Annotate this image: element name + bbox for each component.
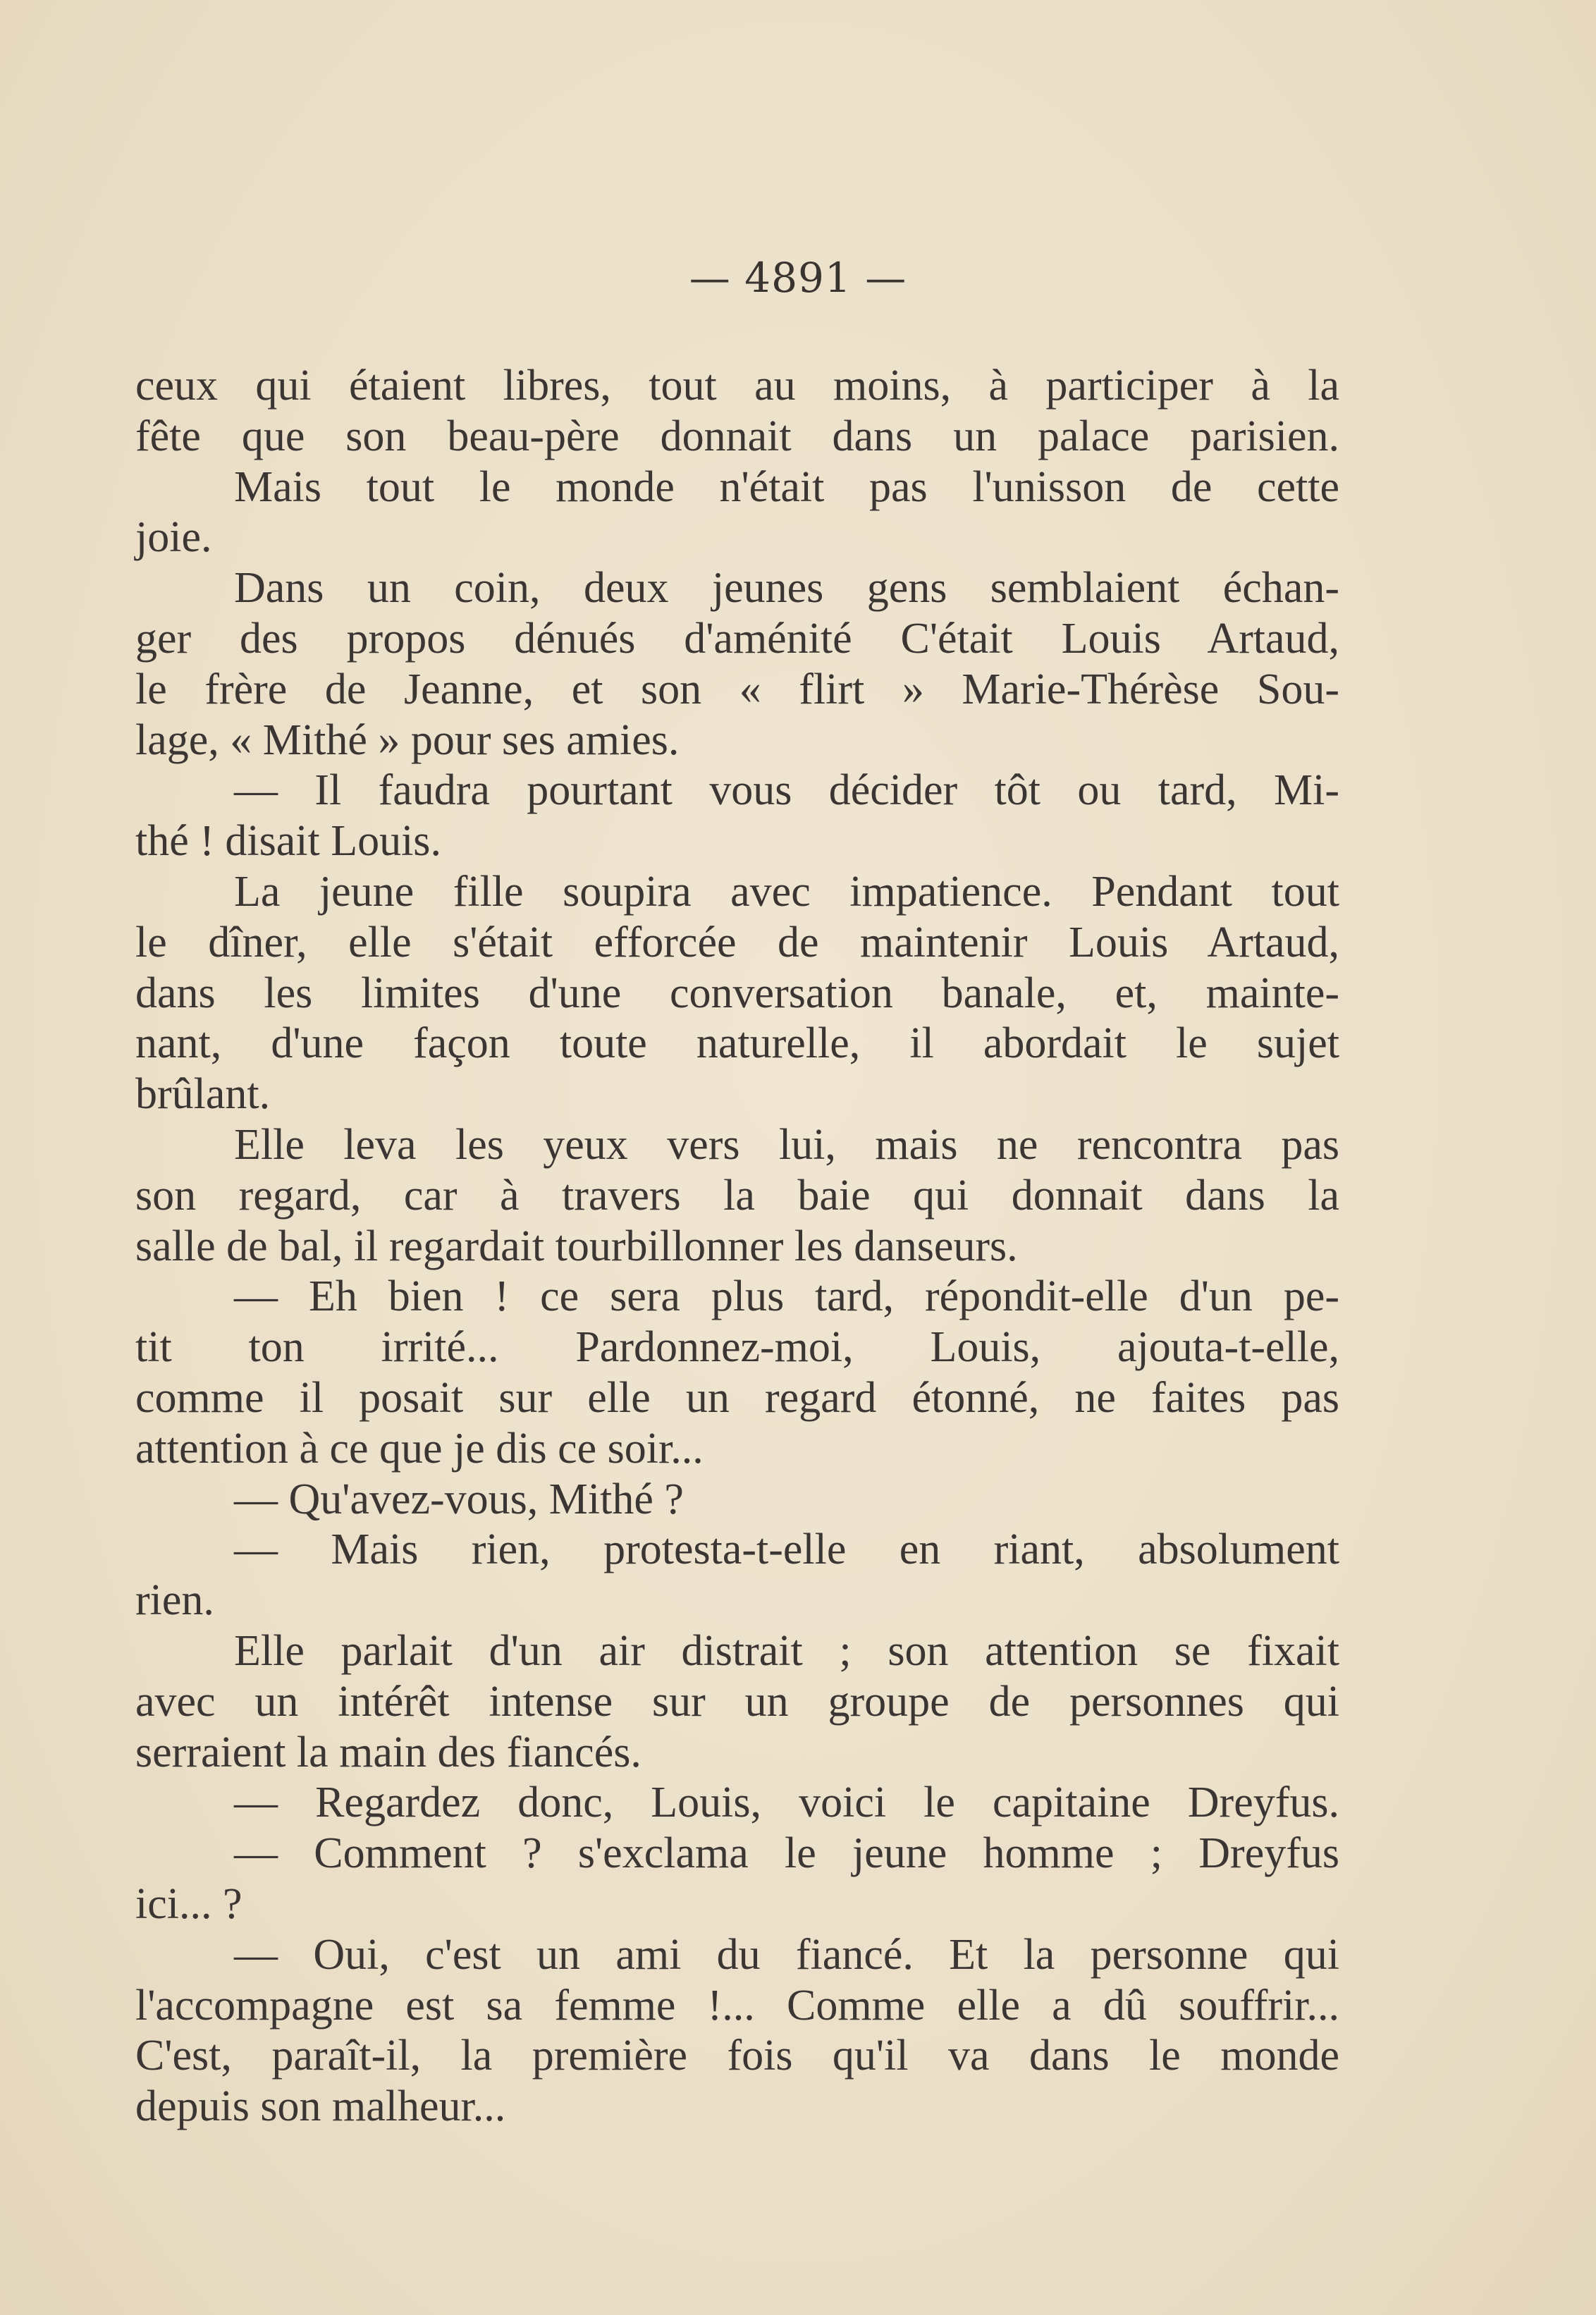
text-line: ceux qui étaient libres, tout au moins, à participer à la bbox=[135, 362, 1339, 410]
text-line: depuis son malheur... bbox=[135, 2082, 506, 2131]
text-line: — Eh bien ! ce sera plus tard, répondit-elle d'un pe- bbox=[234, 1272, 1339, 1321]
text-line: Elle leva les yeux vers lui, mais ne rencontra pas bbox=[234, 1120, 1339, 1169]
text-line: avec un intérêt intense sur un groupe de personnes qui bbox=[135, 1677, 1339, 1726]
text-line: Dans un coin, deux jeunes gens semblaient échan- bbox=[234, 564, 1339, 613]
text-line: comme il posait sur elle un regard étonné, ne faites pas bbox=[135, 1373, 1339, 1422]
text-line: — Comment ? s'exclama le jeune homme ; Dreyfus bbox=[234, 1829, 1339, 1878]
text-line: tit ton irrité... Pardonnez-moi, Louis, ajouta-t-elle, bbox=[135, 1323, 1339, 1372]
text-line: — Il faudra pourtant vous décider tôt ou tard, Mi- bbox=[234, 766, 1339, 815]
text-line: serraient la main des fiancés. bbox=[135, 1728, 642, 1776]
body-text bbox=[135, 361, 1339, 2132]
text-line: l'accompagne est sa femme !... Comme elle a dû souffrir... bbox=[135, 1981, 1339, 2030]
text-line: le frère de Jeanne, et son « flirt » Marie-Thérèse Sou- bbox=[135, 665, 1339, 713]
text-line: — Regardez donc, Louis, voici le capitaine Dreyfus. bbox=[234, 1779, 1339, 1827]
text-line: salle de bal, il regardait tourbillonner les danseurs. bbox=[135, 1222, 1018, 1270]
text-line: Mais tout le monde n'était pas l'unisson de cette bbox=[234, 462, 1339, 511]
text-line: son regard, car à travers la baie qui donnait dans la bbox=[135, 1171, 1339, 1220]
text-line: ger des propos dénués d'aménité C'était Louis Artaud, bbox=[135, 614, 1339, 663]
text-line: nant, d'une façon toute naturelle, il abordait le sujet bbox=[135, 1019, 1339, 1068]
text-line: La jeune fille soupira avec impatience. Pendant tout bbox=[234, 867, 1339, 916]
text-line: attention à ce que je dis ce soir... bbox=[135, 1424, 704, 1473]
text-line: rien. bbox=[135, 1576, 214, 1625]
page-number: — 4891 — bbox=[689, 254, 907, 302]
text-line: ici... ? bbox=[135, 1879, 243, 1928]
text-line: le dîner, elle s'était efforcée de maintenir Louis Artaud, bbox=[135, 918, 1339, 966]
text-line: — Oui, c'est un ami du fiancé. Et la personne qui bbox=[234, 1930, 1339, 1979]
text-line: lage, « Mithé » pour ses amies. bbox=[135, 716, 680, 764]
text-line: brûlant. bbox=[135, 1070, 271, 1119]
text-line: fête que son beau-père donnait dans un palace parisien. bbox=[135, 412, 1339, 460]
text-line: — Mais rien, protesta-t-elle en riant, absolument bbox=[234, 1525, 1339, 1574]
text-line: joie. bbox=[135, 513, 212, 562]
text-line: Elle parlait d'un air distrait ; son attention se fixait bbox=[234, 1626, 1339, 1675]
text-line: thé ! disait Louis. bbox=[135, 817, 441, 866]
text-line: C'est, paraît-il, la première fois qu'il va dans le monde bbox=[135, 2032, 1339, 2080]
text-line: — Qu'avez-vous, Mithé ? bbox=[234, 1475, 684, 1523]
text-line: dans les limites d'une conversation banale, et, mainte- bbox=[135, 969, 1339, 1017]
